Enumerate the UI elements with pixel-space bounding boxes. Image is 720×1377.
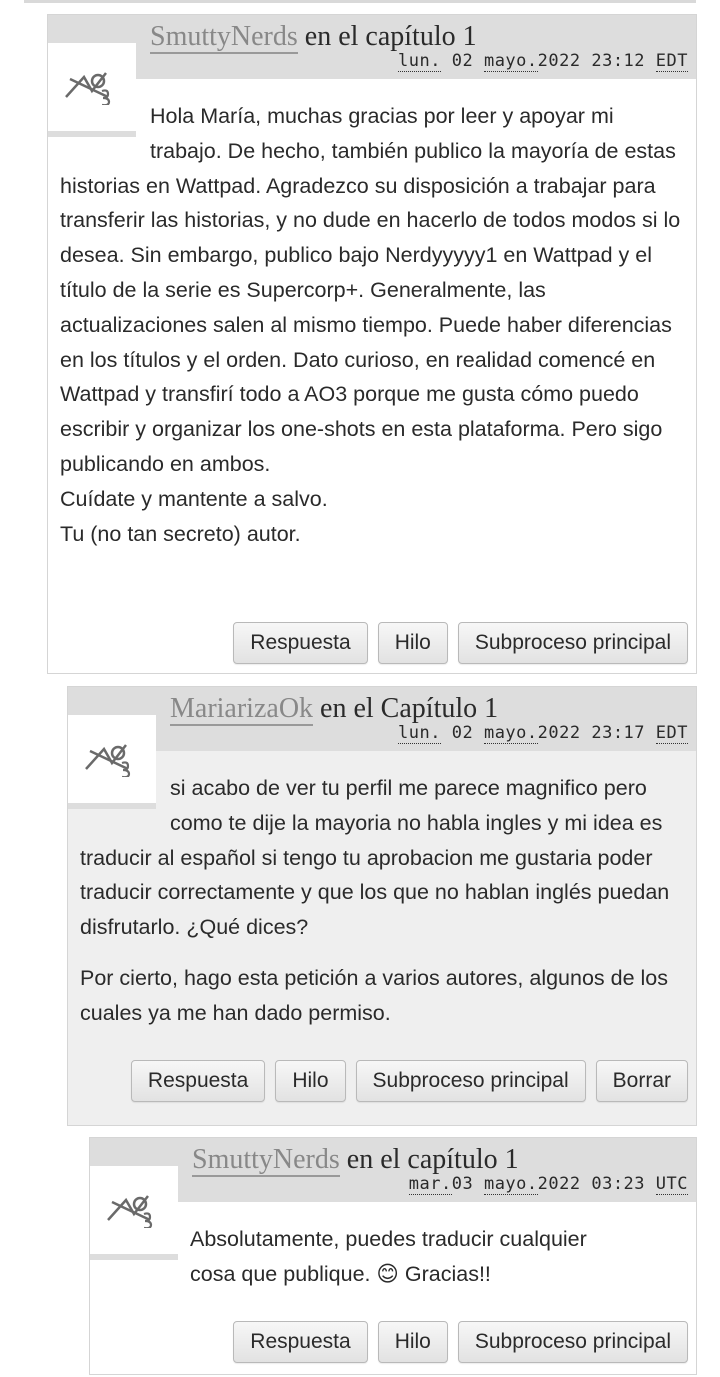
thread-button[interactable]: Hilo xyxy=(378,622,448,664)
comment-byline xyxy=(192,1144,519,1176)
weekday: lun. xyxy=(398,723,441,743)
username-link[interactable]: SmuttyNerds xyxy=(150,21,298,52)
chapter-text: en el capítulo 1 xyxy=(346,1144,519,1175)
weekday: mar. xyxy=(408,1174,452,1194)
comment-byline xyxy=(150,21,477,53)
username-link[interactable]: MariarizaOk xyxy=(170,693,314,724)
parent-thread-button[interactable]: Subproceso principal xyxy=(356,1060,586,1102)
timezone: UTC xyxy=(655,1174,688,1194)
thread-button[interactable]: Hilo xyxy=(378,1321,448,1363)
comment-paragraph: Hola María, muchas gracias por leer y apoyar mi trabajo. De hecho, también publico la mayoría de estas historias en Wattpad. Agradezco su disposición a trabajar para transferir las historias, y no dude en hacerlo de todos modos si lo desea. Sin embargo, publico bajo Nerdyyyyy1 en Wattpad y el título de la serie es Supercorp+. Generalmente, las actualizaciones salen al mismo tiempo. Puede haber diferencias en los títulos y el orden. Dato curioso, en realidad comencé en Wattpad y transfirí todo a AO3 porque me gusta cómo puedo escribir y organizar los one-shots en esta plataforma. Pero sigo publicando en ambos. xyxy=(60,104,681,476)
day: 02 xyxy=(451,723,474,743)
reply-button[interactable]: Respuesta xyxy=(233,1321,367,1363)
comment-paragraph: si acabo de ver tu perfil me parece magnifico pero como te dije la mayoria no habla ingles y mi idea es traducir al español si tengo tu aprobacion me gustaria poder traducir correctamente y que los que no hablan inglés puedan disfrutarlo. ¿Qué dices? xyxy=(80,776,670,940)
parent-thread-button[interactable]: Subproceso principal xyxy=(458,622,688,664)
comment-paragraph: Absolutamente, puedes traducir cualquier cosa que publique. 😊 Gracias!! xyxy=(190,1227,587,1286)
time: 23:17 xyxy=(591,723,646,743)
time: 03:23 xyxy=(591,1174,646,1194)
comment-actions xyxy=(131,1060,688,1102)
comment xyxy=(89,1137,697,1375)
comment-datetime xyxy=(409,1174,688,1194)
comment-paragraph: Por cierto, hago esta petición a varios autores, algunos de los cuales ya me han dado permiso. xyxy=(80,965,669,1025)
comment-actions xyxy=(233,622,688,664)
delete-button[interactable]: Borrar xyxy=(596,1060,688,1102)
timezone: EDT xyxy=(655,723,688,743)
username-link[interactable]: SmuttyNerds xyxy=(192,1144,340,1175)
comment xyxy=(67,686,697,1126)
time: 23:12 xyxy=(591,51,646,71)
timezone: EDT xyxy=(655,51,688,71)
month: mayo. xyxy=(483,723,538,743)
parent-thread-button[interactable]: Subproceso principal xyxy=(458,1321,688,1363)
year: 2022 xyxy=(537,723,581,743)
comment-byline xyxy=(170,693,498,725)
year: 2022 xyxy=(537,1174,581,1194)
day: 02 xyxy=(451,51,474,71)
reply-button[interactable]: Respuesta xyxy=(131,1060,265,1102)
comment-datetime xyxy=(398,51,688,71)
comment-paragraph: Cuídate y mantente a salvo. xyxy=(60,486,328,511)
weekday: lun. xyxy=(398,51,441,71)
comment-header xyxy=(48,15,696,79)
comment xyxy=(47,14,697,674)
comment-datetime xyxy=(398,723,688,743)
year: 2022 xyxy=(537,51,581,71)
user-avatar[interactable] xyxy=(90,1166,178,1260)
comment-paragraph: Tu (no tan secreto) autor. xyxy=(60,521,301,546)
comment-actions xyxy=(233,1321,688,1363)
comment-header xyxy=(68,687,696,751)
comment-header xyxy=(90,1138,696,1202)
month: mayo. xyxy=(483,51,538,71)
reply-button[interactable]: Respuesta xyxy=(233,622,367,664)
comment-body xyxy=(190,1222,636,1292)
comment-body xyxy=(80,771,682,1031)
ao3-default-avatar-icon xyxy=(104,1192,164,1228)
thread-button[interactable]: Hilo xyxy=(275,1060,345,1102)
top-divider xyxy=(24,0,696,3)
chapter-text: en el capítulo 1 xyxy=(304,21,477,52)
comment-body xyxy=(60,99,686,551)
day: 03 xyxy=(451,1174,474,1194)
chapter-text: en el Capítulo 1 xyxy=(320,693,499,724)
month: mayo. xyxy=(483,1174,538,1194)
